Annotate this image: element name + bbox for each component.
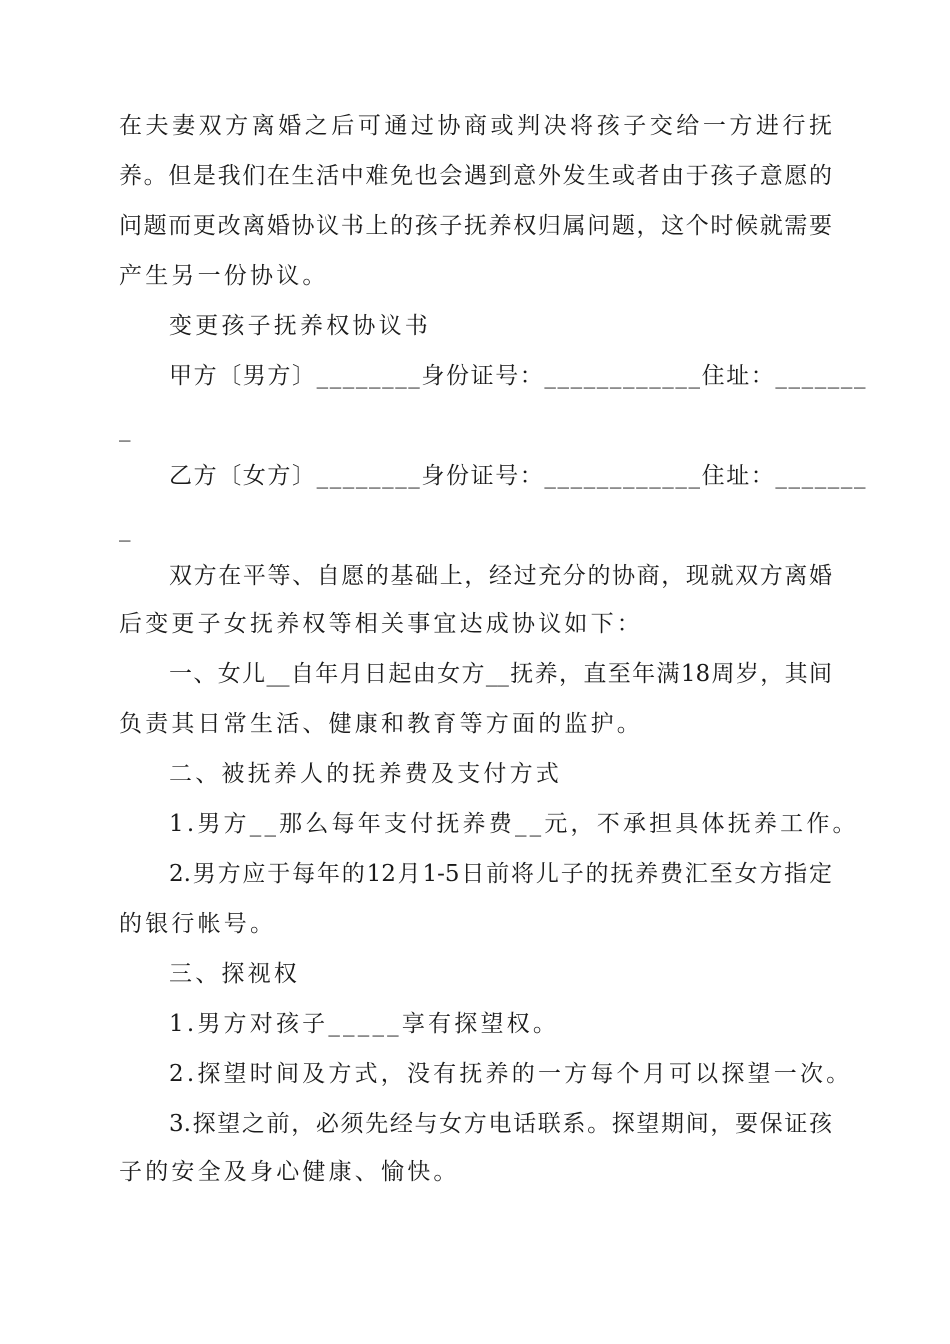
party-a-continuation: _ (119, 416, 134, 442)
clause-2-heading: 二、被抚养人的抚养费及支付方式 (169, 761, 562, 787)
clause-2-item-1: 1.男方__那么每年支付抚养费__元，不承担具体抚养工作。 (169, 811, 859, 837)
clause-3-heading: 三、探视权 (169, 961, 300, 987)
clause-3-item-1: 1.男方对孩子_____享有探望权。 (169, 1011, 560, 1037)
intro-line-1: 在夫妻双方离婚之后可通过协商或判决将孩子交给一方进行抚 (119, 113, 832, 139)
clause-3-item-3-line-2: 子的安全及身心健康、愉快。 (119, 1159, 460, 1185)
clause-1-line-1: 一、女儿__自年月日起由女方__抚养，直至年满18周岁，其间 (169, 661, 832, 687)
intro-line-3: 问题而更改离婚协议书上的孩子抚养权归属问题，这个时候就需要 (119, 213, 832, 239)
intro-line-2: 养。但是我们在生活中难免也会遇到意外发生或者由于孩子意愿的 (119, 163, 832, 189)
intro-line-4: 产生另一份协议。 (119, 263, 329, 289)
document-title: 变更孩子抚养权协议书 (169, 313, 431, 339)
clause-3-item-2: 2.探望时间及方式，没有抚养的一方每个月可以探望一次。 (169, 1061, 853, 1087)
preamble-line-2: 后变更子女抚养权等相关事宜达成协议如下： (119, 611, 643, 637)
clause-2-item-2-line-2: 的银行帐号。 (119, 911, 277, 937)
party-b-continuation: _ (119, 516, 134, 542)
clause-1-line-2: 负责其日常生活、健康和教育等方面的监护。 (119, 711, 643, 737)
preamble-line-1: 双方在平等、自愿的基础上，经过充分的协商，现就双方离婚 (169, 563, 832, 589)
clause-3-item-3-line-1: 3.探望之前，必须先经与女方电话联系。探望期间，要保证孩 (169, 1111, 832, 1137)
party-b-line: 乙方〔女方〕________身份证号：____________住址：_______ (169, 463, 868, 489)
party-a-line: 甲方〔男方〕________身份证号：____________住址：_______ (169, 363, 868, 389)
clause-2-item-2-line-1: 2.男方应于每年的12月1-5日前将儿子的抚养费汇至女方指定 (169, 861, 832, 887)
